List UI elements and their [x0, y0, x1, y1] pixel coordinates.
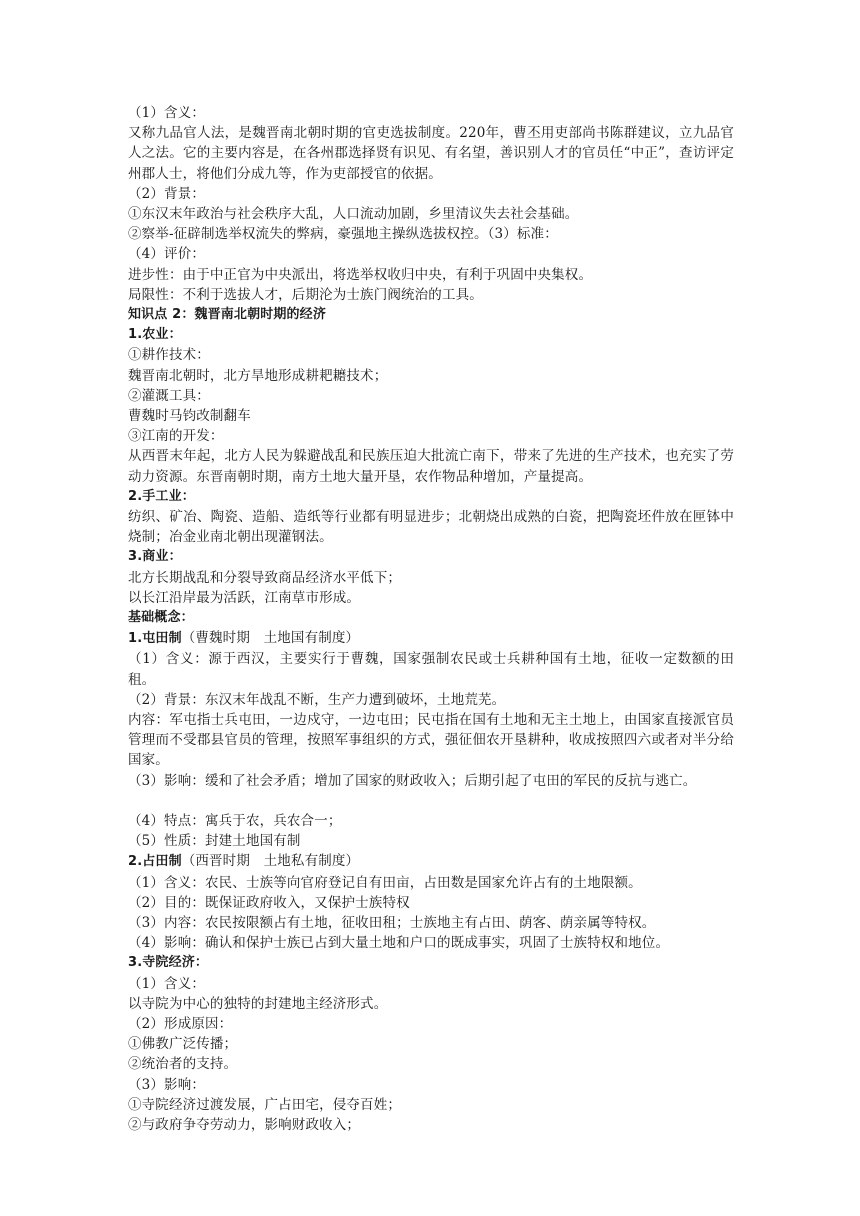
- text-line: （2）目的：既保证政府收入，又保护士族特权: [128, 894, 410, 911]
- text-paragraph: 内容：军屯指士兵屯田，一边戍守，一边屯田；民屯指在国有土地和无主土地上，由国家直接派官员管理而不受郡县官员的管理，按照军事组织的方式，强征佃农开垦耕种，收成按照四六或者对半分给国家。: [128, 712, 734, 769]
- concept-subtitle: （曹魏时期 土地国有制度）: [181, 630, 360, 647]
- text-line: （4）影响：确认和保护士族已占到大量土地和户口的既成事实，巩固了士族特权和地位。: [128, 935, 670, 952]
- text-paragraph: 又称九品官人法，是魏晋南北朝时期的官吏选拔制度。220年，曹丕用吏部尚书陈群建议，立九品官人之法。它的主要内容是，在各州郡选择贤有识见、有名望，善识别人才的官员任“中正”，查访评定州郡人士，将他们分成九等，作为吏部授官的依据。: [128, 125, 734, 182]
- text-line: （4）特点：寓兵于农，兵农合一；: [128, 813, 342, 830]
- text-line: 以寺院为中心的独特的封建地主经济形式。: [128, 995, 388, 1012]
- concept-title: 2.占田制: [128, 854, 182, 870]
- text-paragraph: （3）影响：缓和了社会矛盾；增加了国家的财政收入；后期引起了屯田的军民的反抗与逃亡。: [128, 772, 697, 789]
- text-line: （2）背景：: [128, 185, 205, 202]
- text-line: ②统治者的支持。: [128, 1056, 238, 1073]
- concept-subtitle: （西晋时期 土地私有制度）: [181, 853, 360, 870]
- section-heading: 基础概念：: [128, 610, 194, 626]
- text-line: 以长江沿岸最为活跃，江南草市形成。: [128, 589, 361, 606]
- text-paragraph: 从西晋末年起，北方人民为躲避战乱和民族压迫大批流亡南下，带来了先进的生产技术，也充实了劳动力资源。东晋南朝时期，南方土地大量开垦，农作物品种增加，产量提高。: [128, 448, 734, 485]
- section-heading: 知识点 2：魏晋南北朝时期的经济: [128, 307, 326, 323]
- text-line: ③江南的开发：: [128, 428, 224, 445]
- text-line: （1）含义：农民、士族等向官府登记自有田亩，占田数是国家允许占有的土地限额。: [128, 874, 642, 891]
- text-line: 进步性：由于中正官为中央派出，将选举权收归中央，有利于巩固中央集权。: [128, 266, 593, 283]
- text-line: ②灌溉工具：: [128, 387, 210, 404]
- subsection-heading: 3.寺院经济：: [128, 955, 209, 971]
- concept-title: 1.屯田制: [128, 631, 182, 647]
- text-line: ①耕作技术：: [128, 347, 210, 364]
- text-line: （3）内容：农民按限额占有土地，征收田租；士族地主有占田、荫客、荫亲属等特权。: [128, 915, 656, 932]
- concept-heading: [128, 628, 734, 649]
- text-line: （2）形成原因：: [128, 1016, 233, 1033]
- text-line: ②与政府争夺劳动力，影响财政收入；: [128, 1117, 361, 1134]
- subsection-heading: 1.农业：: [128, 327, 182, 343]
- text-paragraph: 纺织、矿冶、陶瓷、造船、造纸等行业都有明显进步；北朝烧出成熟的白瓷，把陶瓷坯件放在匣钵中烧制；冶金业南北朝出现灌钢法。: [128, 509, 734, 546]
- text-line: ①东汉末年政治与社会秩序大乱，人口流动加剧，乡里清议失去社会基础。: [128, 206, 579, 222]
- text-line: （3）影响：: [128, 1076, 205, 1093]
- text-line: 北方长期战乱和分裂导致商品经济水平低下；: [128, 569, 401, 586]
- text-line: 魏晋南北朝时，北方旱地形成耕耙耱技术；: [128, 367, 388, 384]
- text-line: ①佛教广泛传播；: [128, 1036, 238, 1053]
- text-line: 局限性：不利于选拔人才，后期沦为士族门阀统治的工具。: [128, 286, 483, 303]
- document-page: [128, 103, 734, 1135]
- text-line: （5）性质：封建土地国有制: [128, 833, 301, 850]
- concept-heading: [128, 851, 734, 872]
- subsection-heading: 3.商业：: [128, 549, 182, 565]
- text-line: 曹魏时马钧改制翻车: [128, 408, 251, 425]
- text-line: ①寺院经济过渡发展，广占田宅，侵夺百姓；: [128, 1096, 401, 1113]
- subsection-heading: 2.手工业：: [128, 488, 195, 504]
- text-line: （2）背景：东汉末年战乱不断，生产力遭到破坏，土地荒芜。: [128, 691, 506, 708]
- text-line: （4）评价：: [128, 246, 205, 263]
- text-paragraph: （1）含义：源于西汉，主要实行于曹魏，国家强制农民或士兵耕种国有土地，征收一定数额的田租。: [128, 651, 734, 688]
- text-line: ②察举-征辟制选举权流失的弊病，豪强地主操纵选拔权控。（3）标准：: [128, 226, 558, 243]
- text-line: （1）含义：: [128, 975, 205, 992]
- text-line: （1）含义：: [128, 105, 205, 121]
